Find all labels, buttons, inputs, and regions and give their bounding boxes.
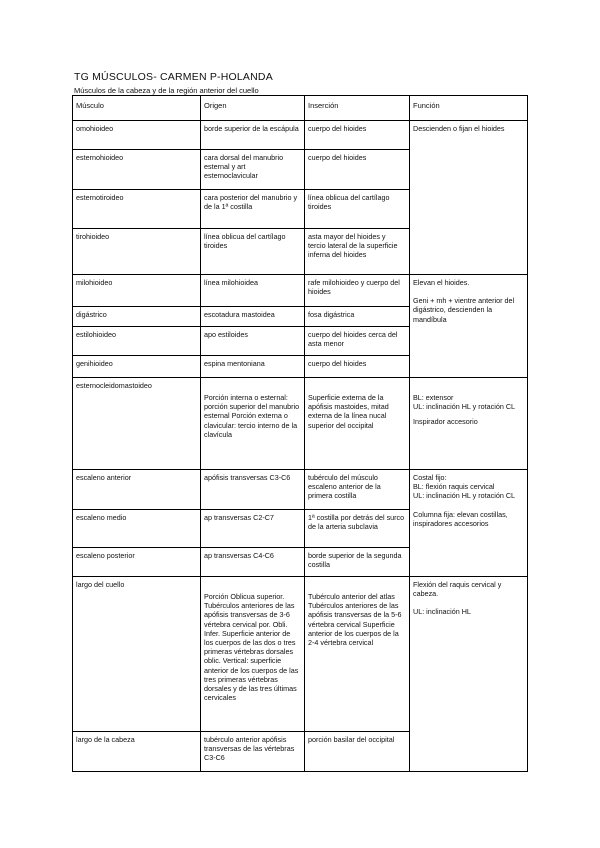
cell-insertion: cuerpo del hioides xyxy=(305,121,410,150)
cell-muscle: omohioideo xyxy=(73,121,201,150)
cell-function-prevertebral xyxy=(410,577,528,772)
table-row xyxy=(73,378,528,470)
cell-muscle: digástrico xyxy=(73,307,201,327)
cell-function-scm xyxy=(410,378,528,470)
cell-origin: escotadura mastoidea xyxy=(201,307,305,327)
insertion-text: Superficie externa de la apófisis mastoides, mitad externa de la línea nucal superior del occipital xyxy=(308,393,389,430)
cell-origin: ap transversas C2-C7 xyxy=(201,510,305,548)
cell-muscle: escaleno posterior xyxy=(73,548,201,577)
cell-muscle: milohioideo xyxy=(73,275,201,307)
cell-muscle: genihioideo xyxy=(73,356,201,378)
table-row xyxy=(73,275,528,307)
function-text: Descienden o fijan el hioides xyxy=(413,124,505,133)
cell-insertion: línea oblicua del cartílago tiroides xyxy=(305,190,410,229)
cell-origin: tubérculo anterior apófisis transversas de las vértebras C3-C6 xyxy=(201,732,305,772)
cell-muscle: escaleno medio xyxy=(73,510,201,548)
table-row xyxy=(73,470,528,510)
function-text: BL: extensor xyxy=(413,393,454,402)
function-text: Elevan el hioides. xyxy=(413,278,470,287)
function-text: Columna fija: elevan costillas, inspiradores accesorios xyxy=(413,509,508,528)
cell-muscle: tirohioideo xyxy=(73,229,201,275)
cell-origin: línea oblicua del cartílago tiroides xyxy=(201,229,305,275)
cell-muscle: largo de la cabeza xyxy=(73,732,201,772)
cell-muscle: esternohioideo xyxy=(73,150,201,190)
cell-origin: espina mentoniana xyxy=(201,356,305,378)
header-function: Función xyxy=(410,96,528,121)
cell-insertion: borde superior de la segunda costilla xyxy=(305,548,410,577)
document-subtitle: Músculos de la cabeza y de la región anterior del cuello xyxy=(74,86,259,95)
cell-insertion: fosa digástrica xyxy=(305,307,410,327)
cell-origin: cara posterior del manubrio y de la 1ª costilla xyxy=(201,190,305,229)
function-text: UL: inclinación HL y rotación CL xyxy=(413,402,516,412)
cell-insertion: asta mayor del hioides y tercio lateral de la superficie inferna del hioides xyxy=(305,229,410,275)
cell-function-suprahyoid xyxy=(410,275,528,378)
cell-origin: apo estiloides xyxy=(201,327,305,356)
header-muscle: Músculo xyxy=(73,96,201,121)
insertion-text: Tubérculo anterior del atlas Tubérculos anteriores de las apófisis transversas de la 5-6 vértebra cervical Superficie anterior de los cuerpos de la 2-4 vértebra cervical xyxy=(308,592,402,648)
cell-origin: ap transversas C4-C6 xyxy=(201,548,305,577)
function-text: Geni + mh + vientre anterior del digástrico, descienden la mandíbula xyxy=(413,296,515,324)
cell-insertion: porción basilar del occipital xyxy=(305,732,410,772)
origin-text: Porción interna o esternal: porción superior del manubrio esternal Porción externa o clavicular: tercio interno de la clavícula xyxy=(204,393,300,439)
cell-origin: cara dorsal del manubrio esternal y art esternoclavicular xyxy=(201,150,305,190)
cell-insertion: rafe milohioideo y cuerpo del hioides xyxy=(305,275,410,307)
cell-muscle: estilohioideo xyxy=(73,327,201,356)
function-text: Costal fijo: xyxy=(413,473,447,482)
document-title: TG MÚSCULOS- CARMEN P-HOLANDA xyxy=(74,71,273,83)
cell-origin: borde superior de la escápula xyxy=(201,121,305,150)
cell-origin: línea milohioidea xyxy=(201,275,305,307)
cell-insertion xyxy=(305,577,410,732)
cell-origin: apófisis transversas C3-C6 xyxy=(201,470,305,510)
muscle-table xyxy=(72,95,528,772)
function-text: Inspirador accesorio xyxy=(413,417,478,427)
cell-insertion: tubérculo del músculo escaleno anterior de la primera costilla xyxy=(305,470,410,510)
table-header-row xyxy=(73,96,528,121)
table-row xyxy=(73,121,528,150)
cell-muscle: escaleno anterior xyxy=(73,470,201,510)
cell-muscle: esternocleidomastoideo xyxy=(73,378,201,470)
function-text: UL: inclinación HL y rotación CL xyxy=(413,491,516,501)
function-text: UL: inclinación HL xyxy=(413,607,471,617)
cell-insertion: cuerpo del hioides xyxy=(305,356,410,378)
cell-origin xyxy=(201,577,305,732)
function-text: BL: flexión raquis cervical xyxy=(413,482,495,492)
table-row xyxy=(73,577,528,732)
cell-muscle: esternotiroideo xyxy=(73,190,201,229)
cell-function-scalene xyxy=(410,470,528,577)
cell-origin xyxy=(201,378,305,470)
function-text: Flexión del raquis cervical y cabeza. xyxy=(413,580,502,599)
cell-muscle: largo del cuello xyxy=(73,577,201,732)
cell-insertion: cuerpo del hioides cerca del asta menor xyxy=(305,327,410,356)
header-origin: Origen xyxy=(201,96,305,121)
origin-text: Porción Oblicua superior. Tubérculos anteriores de las apófisis transversas de 3-6 vértebra cervical por. Obli. Infer. Superficie anterior de los cuerpos de las dos o tres primeras vértebras dorsales oblic. Vertical: superficie anterior de los cuerpos de las tres primeras vértebras dorsales y de las tres últimas cervicales xyxy=(204,592,299,703)
cell-insertion: cuerpo del hioides xyxy=(305,150,410,190)
cell-function-infrahyoid xyxy=(410,121,528,275)
header-insertion: Inserción xyxy=(305,96,410,121)
cell-insertion: 1ª costilla por detrás del surco de la arteria subclavia xyxy=(305,510,410,548)
cell-insertion xyxy=(305,378,410,470)
